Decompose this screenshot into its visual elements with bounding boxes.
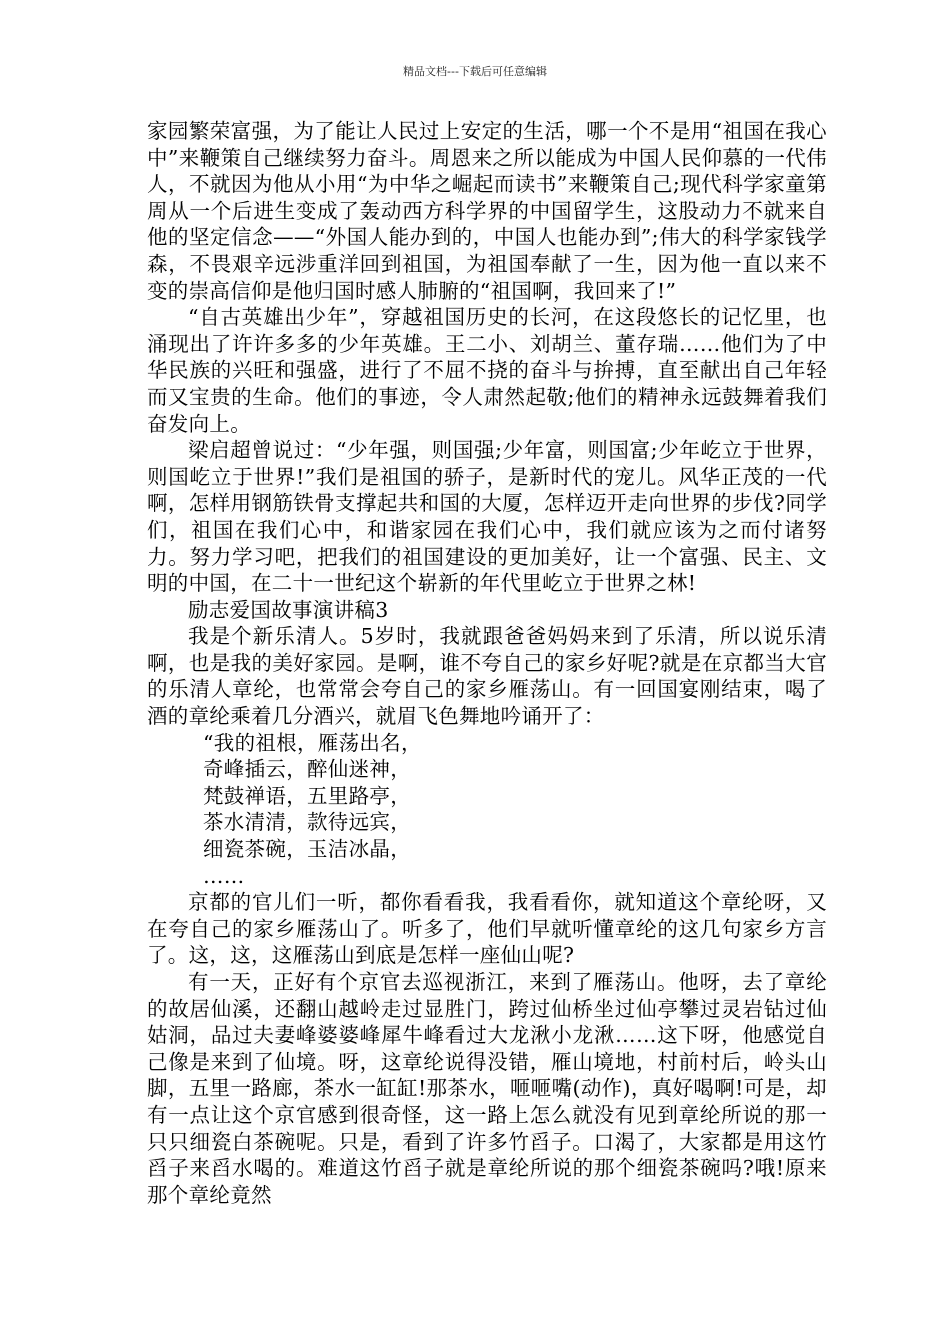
page-header: 精品文档---下载后可任意编辑 bbox=[403, 65, 547, 78]
poem-line: …… bbox=[203, 863, 245, 888]
paragraph-2: “自古英雄出少年”，穿越祖国历史的长河，在这段悠长的记忆里，也涌现出了许许多多的少年英雄。王二小、刘胡兰、董存瑞……他们为了中华民族的兴旺和强盛，进行了不屈不挠的奋斗与拚搏，直至献出自己年轻而又宝贵的生命。他们的事迹，令人肃然起敬;他们的精神永远鼓舞着我们奋发向上。 bbox=[147, 305, 827, 436]
document-body bbox=[147, 118, 827, 1208]
paragraph-5: 京都的官儿们一听，都你看看我，我看看你，就知道这个章纶呀，又在夸自己的家乡雁荡山了。听多了，他们早就听懂章纶的这几句家乡方言了。这，这，这雁荡山到底是怎样一座仙山呢? bbox=[147, 890, 827, 968]
poem-line: 奇峰插云，醉仙迷神， bbox=[203, 757, 411, 782]
paragraph-1: 家园繁荣富强，为了能让人民过上安定的生活，哪一个不是用“祖国在我心中”来鞭策自己继续努力奋斗。周恩来之所以能成为中国人民仰慕的一代伟人，不就因为他从小用“为中华之崛起而读书”来鞭策自己;现代科学家童第周从一个后进生变成了轰动西方科学界的中国留学生，这股动力不就来自他的坚定信念——“外国人能办到的，中国人也能办到”;伟大的科学家钱学森，不畏艰辛远涉重洋回到祖国，为祖国奉献了一生，因为他一直以来不变的崇高信仰是他归国时感人肺腑的“祖国啊，我回来了!” bbox=[147, 119, 827, 303]
poem-line: 梵鼓禅语，五里路亭， bbox=[203, 783, 411, 808]
poem-line: 茶水清清，款待远宾， bbox=[203, 810, 411, 835]
paragraph-6: 有一天，正好有个京官去巡视浙江，来到了雁荡山。他呀，去了章纶的故居仙溪，还翻山越岭走过显胜门，跨过仙桥坐过仙亭攀过灵岩钻过仙姑洞，品过夫妻峰婆婆峰犀牛峰看过大龙湫小龙湫……这下呀，他感觉自己像是来到了仙境。呀，这章纶说得没错，雁山境地，村前村后，岭头山脚，五里一路廊，茶水一缸缸!那茶水，咂咂嘴(动作)，真好喝啊!可是，却有一点让这个京官感到很奇怪，这一路上怎么就没有见到章纶所说的那一只只细瓷白茶碗呢。只是，看到了许多竹舀子。口渴了，大家都是用这竹舀子来舀水喝的。难道这竹舀子就是章纶所说的那个细瓷茶碗吗?哦!原来那个章纶竟然 bbox=[147, 970, 827, 1207]
section-heading: 励志爱国故事演讲稿3 bbox=[188, 597, 389, 622]
poem-block bbox=[147, 730, 827, 890]
paragraph-3: 梁启超曾说过：“少年强，则国强;少年富，则国富;少年屹立于世界，则国屹立于世界!”我们是祖国的骄子，是新时代的宠儿。风华正茂的一代啊，怎样用钢筋铁骨支撑起共和国的大厦，怎样迈开走向世界的步伐?同学们，祖国在我们心中，和谐家园在我们心中，我们就应该为之而付诸努力。努力学习吧，把我们的祖国建设的更加美好，让一个富强、民主、文明的中国，在二十一世纪这个崭新的年代里屹立于世界之林! bbox=[147, 438, 827, 596]
paragraph-4: 我是个新乐清人。5岁时，我就跟爸爸妈妈来到了乐清，所以说乐清啊，也是我的美好家园。是啊，谁不夸自己的家乡好呢?就是在京都当大官的乐清人章纶，也常常会夸自己的家乡雁荡山。有一回国宴刚结束，喝了酒的章纶乘着几分酒兴，就眉飞色舞地吟诵开了： bbox=[147, 624, 827, 729]
poem-line: “我的祖根，雁荡出名， bbox=[203, 730, 422, 755]
poem-line: 细瓷茶碗，玉洁冰晶， bbox=[203, 837, 411, 862]
